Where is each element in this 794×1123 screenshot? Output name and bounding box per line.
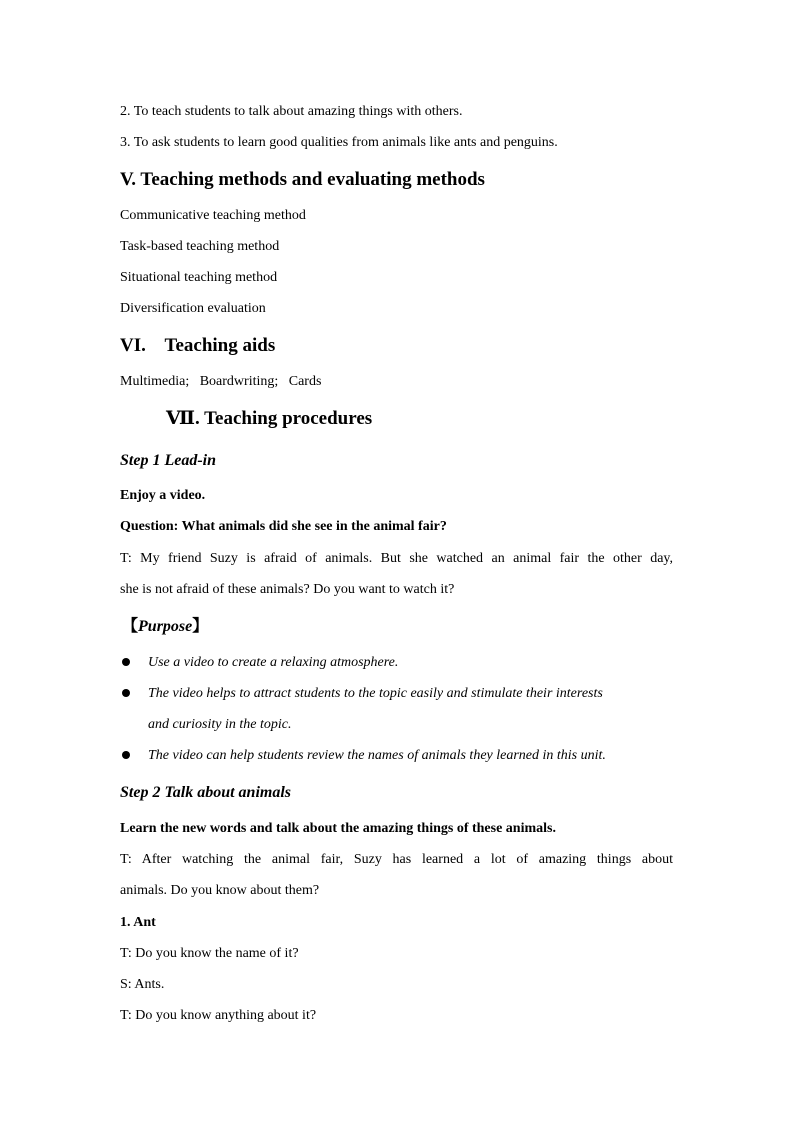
purpose-label — [122, 617, 208, 637]
method-item: Communicative teaching method — [120, 208, 306, 223]
teaching-aids-list: Multimedia; Boardwriting; Cards — [120, 374, 322, 389]
section-5-heading: V. Teaching methods and evaluating methods — [120, 169, 485, 190]
step-1-question: Question: What animals did she see in the animal fair? — [120, 519, 447, 534]
purpose-bullet-text-continued: and curiosity in the topic. — [148, 717, 292, 732]
section-7-heading: Ⅶ. Teaching procedures — [166, 408, 373, 429]
purpose-close-bracket: 】 — [192, 618, 209, 635]
purpose-bullet-text: The video helps to attract students to the topic easily and stimulate their interests — [148, 686, 603, 701]
dialogue-line: T: Do you know the name of it? — [120, 946, 299, 961]
method-item: Task-based teaching method — [120, 239, 280, 254]
purpose-bullet-text: Use a video to create a relaxing atmosphere. — [148, 655, 399, 670]
step-2-teacher-line: animals. Do you know about them? — [120, 883, 320, 898]
step-1-title: Step 1 Lead-in — [120, 452, 216, 469]
method-item: Situational teaching method — [120, 270, 278, 285]
step-1-teacher-line: she is not afraid of these animals? Do you want to watch it? — [120, 582, 455, 597]
dialogue-line: T: Do you know anything about it? — [120, 1008, 317, 1023]
step-2-title: Step 2 Talk about animals — [120, 784, 291, 801]
step-2-activity: Learn the new words and talk about the amazing things of these animals. — [120, 821, 556, 836]
step-2-teacher-line: T: After watching the animal fair, Suzy has learned a lot of amazing things about — [120, 852, 673, 867]
section-6-heading: VI. Teaching aids — [120, 335, 276, 356]
bullet-dot-icon — [122, 658, 130, 666]
bullet-dot-icon — [122, 751, 130, 759]
step-1-activity: Enjoy a video. — [120, 488, 206, 503]
method-item: Diversification evaluation — [120, 301, 266, 316]
purpose-open-bracket: 【 — [122, 618, 139, 635]
purpose-bullet-text: The video can help students review the names of animals they learned in this unit. — [148, 748, 606, 763]
purpose-word: Purpose — [138, 618, 193, 635]
objective-3: 3. To ask students to learn good qualities from animals like ants and penguins. — [120, 135, 558, 150]
dialogue-line: S: Ants. — [120, 977, 165, 992]
objective-2: 2. To teach students to talk about amazing things with others. — [120, 104, 463, 119]
step-1-teacher-line: T: My friend Suzy is afraid of animals. But she watched an animal fair the other day, — [120, 551, 673, 566]
step-2-subheading-ant: 1. Ant — [120, 915, 156, 930]
bullet-dot-icon — [122, 689, 130, 697]
